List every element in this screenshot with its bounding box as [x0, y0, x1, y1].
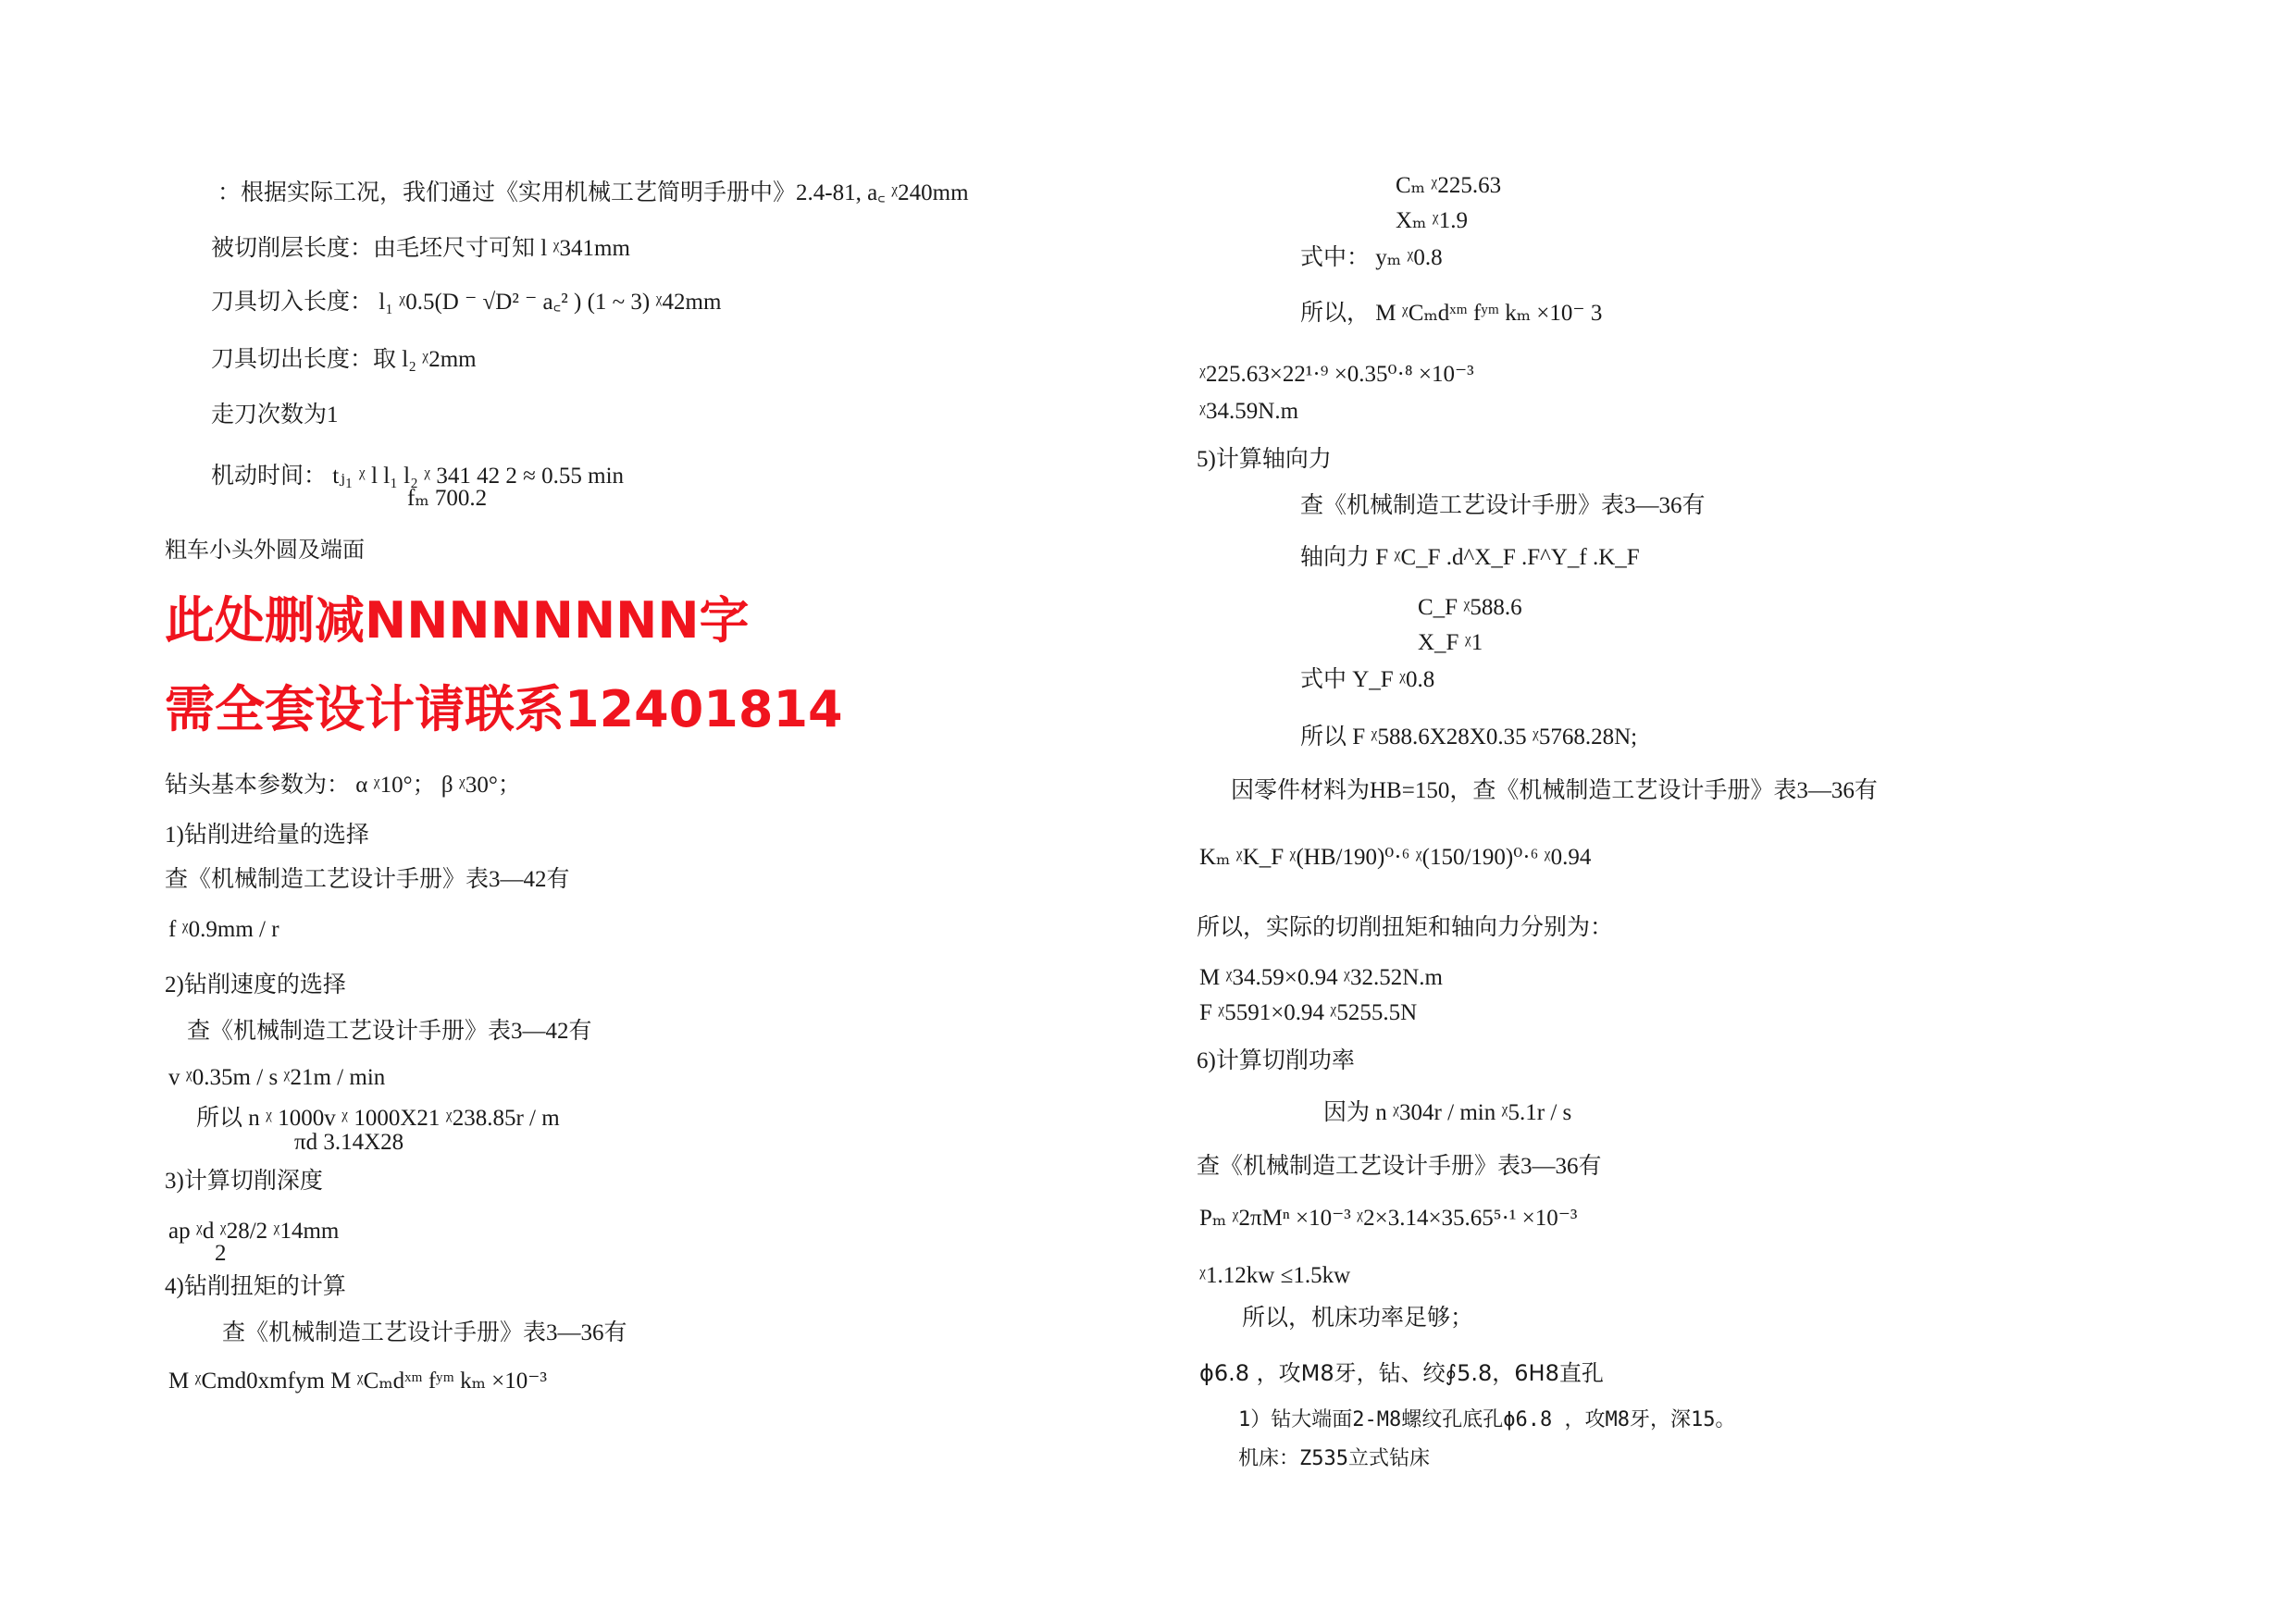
speed-value: v ᵡ0.35m / s ᵡ21m / min — [168, 1065, 386, 1090]
rpm-formula-denominator: πd 3.14X28 — [294, 1130, 404, 1155]
lookup-line-5: 查《机械制造工艺设计手册》表3—36有 — [1197, 1154, 1602, 1179]
pass-count: 走刀次数为1 — [211, 403, 339, 427]
xm-value: Xₘ ᵡ1.9 — [1396, 208, 1468, 233]
km-kf-formula: Kₘ ᵡK_F ᵡ(HB/190)⁰·⁶ ᵡ(150/190)⁰·⁶ ᵡ0.94 — [1199, 845, 1592, 870]
step-1-heading: 1)钻削进给量的选择 — [165, 823, 369, 848]
ym-value: 式中： yₘ ᵡ0.8 — [1300, 245, 1443, 270]
axial-force-formula: 轴向力 F ᵡC_F .d^X_F .F^Y_f .K_F — [1300, 545, 1640, 570]
actual-torque: M ᵡ34.59×0.94 ᵡ32.52N.m — [1199, 965, 1443, 990]
step-3-heading: 3)计算切削深度 — [165, 1169, 323, 1194]
actual-axial-force: F ᵡ5591×0.94 ᵡ5255.5N — [1199, 1000, 1418, 1025]
machining-time-numerator: 机动时间： tⱼ₁ ᵡ l l₁ l₂ ᵡ 341 42 2 ≈ 0.55 min — [211, 464, 625, 489]
step-2-heading: 2)钻削速度的选择 — [165, 973, 346, 997]
cf-value: C_F ᵡ588.6 — [1418, 595, 1522, 620]
cm-value: Cₘ ᵡ225.63 — [1396, 173, 1502, 198]
torque-calc: ᵡ225.63×22¹·⁹ ×0.35⁰·⁸ ×10⁻³ — [1199, 362, 1474, 387]
drill-parameters: 钻头基本参数为： α ᵡ10°； β ᵡ30°； — [165, 773, 521, 798]
lookup-line-3: 查《机械制造工艺设计手册》表3—36有 — [222, 1320, 627, 1345]
lookup-line-2: 查《机械制造工艺设计手册》表3—42有 — [187, 1019, 592, 1044]
feed-value: f ᵡ0.9mm / r — [168, 917, 279, 942]
red-notice-1: 此处删减NNNNNNNN字 — [165, 591, 750, 650]
actual-values-heading: 所以，实际的切削扭矩和轴向力分别为： — [1197, 915, 1614, 940]
step-4-heading: 4)钻削扭矩的计算 — [165, 1274, 346, 1299]
torque-formula: M ᵡCmd0xmfym M ᵡCₘdˣᵐ fʸᵐ kₘ ×10⁻³ — [168, 1369, 547, 1394]
step-5-heading: 5)计算轴向力 — [1197, 447, 1332, 472]
xf-value: X_F ᵡ1 — [1418, 630, 1483, 655]
power-formula: Pₘ ᵡ2πMⁿ ×10⁻³ ᵡ2×3.14×35.65⁵·¹ ×10⁻³ — [1199, 1206, 1578, 1231]
material-lookup: 因零件材料为HB=150，查《机械制造工艺设计手册》表3—36有 — [1231, 778, 1878, 803]
machine-tool: 机床：Z535立式钻床 — [1238, 1447, 1430, 1470]
depth-formula: ap ᵡd ᵡ28/2 ᵡ14mm — [168, 1219, 340, 1244]
power-conclusion: 所以，机床功率足够； — [1242, 1306, 1474, 1331]
cut-layer-length: 被切削层长度：由毛坯尺寸可知 l ᵡ341mm — [211, 236, 630, 261]
tool-exit-length: 刀具切出长度：取 l₂ ᵡ2mm — [211, 347, 477, 372]
section-heading: 粗车小头外圆及端面 — [165, 537, 365, 563]
rpm-formula-numerator: 所以 n ᵡ 1000v ᵡ 1000X21 ᵡ238.85r / m — [196, 1106, 560, 1131]
yf-value: 式中 Y_F ᵡ0.8 — [1300, 667, 1435, 692]
depth-denominator: 2 — [215, 1241, 227, 1266]
red-notice-2: 需全套设计请联系12401814 — [165, 680, 843, 738]
torque-formula-right: 所以， M ᵡCₘdˣᵐ fʸᵐ kₘ ×10⁻ 3 — [1300, 301, 1603, 326]
torque-result: ᵡ34.59N.m — [1199, 399, 1299, 424]
lookup-line-4: 查《机械制造工艺设计手册》表3—36有 — [1300, 493, 1706, 518]
machining-time-denominator: fₘ 700.2 — [407, 486, 488, 511]
intro-line: ：根据实际工况，我们通过《实用机械工艺简明手册中》2.4-81, a꜀ ᵡ240mm — [217, 180, 969, 205]
tool-entry-length: 刀具切入长度： l₁ ᵡ0.5(D ⁻ √D² ⁻ a꜀² ) (1 ~ 3) ᵡ42mm — [211, 290, 722, 315]
hole-operation-step-1: 1）钻大端面2-M8螺纹孔底孔ϕ6.8 ，攻M8牙，深15。 — [1238, 1408, 1736, 1431]
lookup-line-1: 查《机械制造工艺设计手册》表3—42有 — [165, 867, 570, 892]
spindle-speed: 因为 n ᵡ304r / min ᵡ5.1r / s — [1323, 1100, 1572, 1125]
step-6-heading: 6)计算切削功率 — [1197, 1048, 1355, 1073]
axial-force-result: 所以 F ᵡ588.6X28X0.35 ᵡ5768.28N; — [1300, 725, 1638, 750]
power-result: ᵡ1.12kw ≤1.5kw — [1199, 1263, 1351, 1288]
hole-operation-heading: ϕ6.8 ，攻M8牙，钻、绞∮5.8，6H8直孔 — [1199, 1360, 1604, 1386]
